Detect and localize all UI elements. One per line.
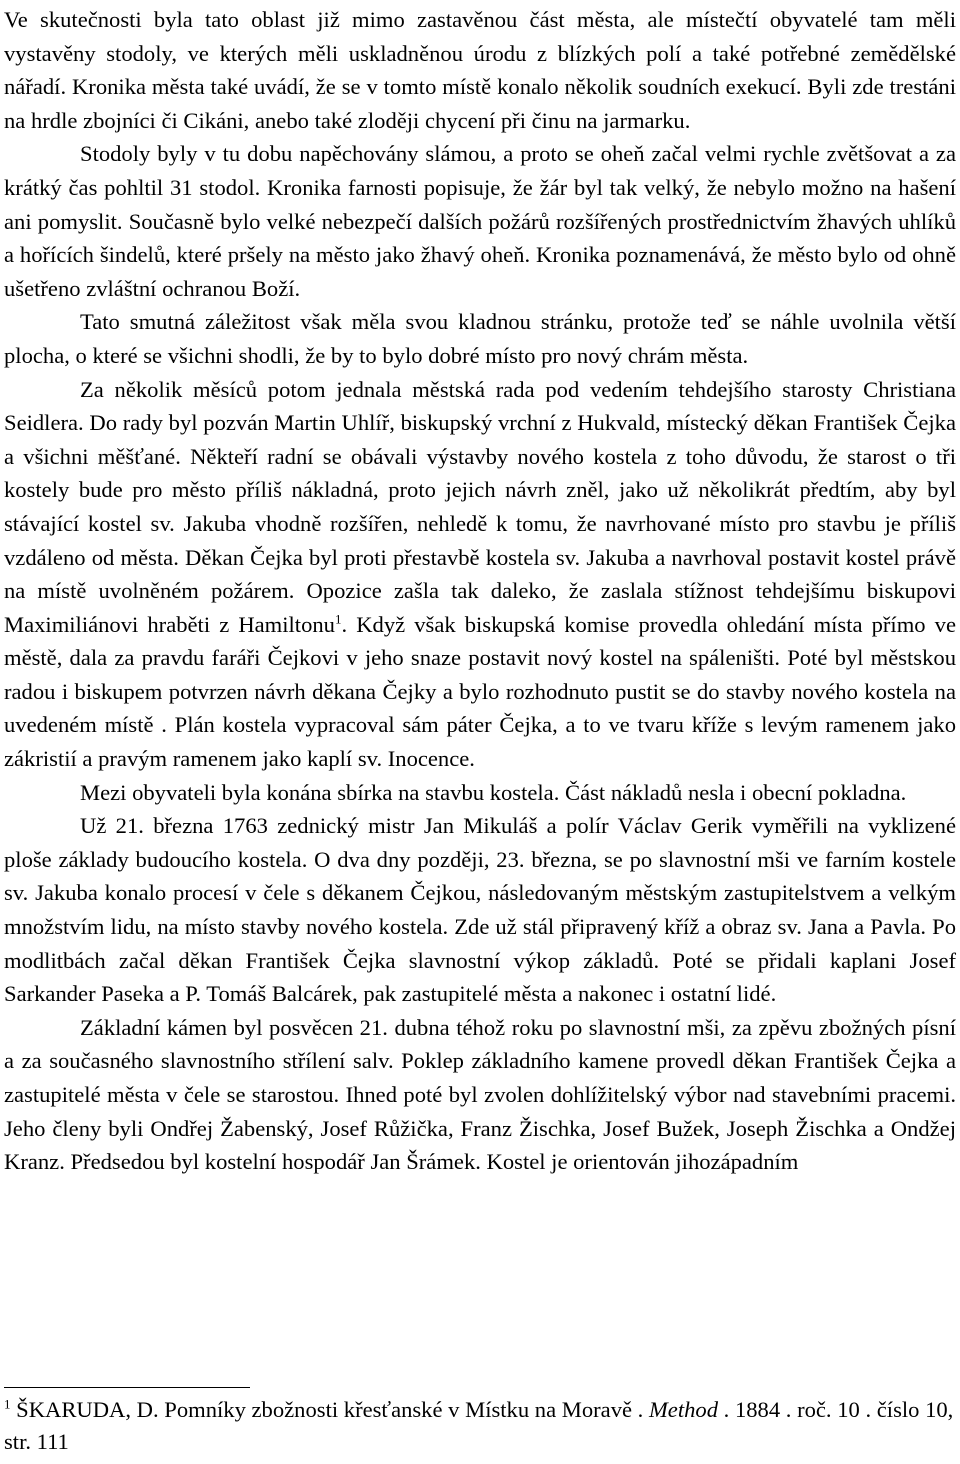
body-text — [4, 0, 956, 1179]
footnote-text-before-italic: ŠKARUDA, D. Pomníky zbožnosti křesťanské v Místku na Moravě . — [10, 1397, 649, 1422]
paragraph-1: Ve skutečnosti byla tato oblast již mimo zastavěnou část města, ale místečtí obyvatelé tam měli vystavěny stodoly, ve kterých měli uskladněnou úrodu z blízkých polí a také potřebné zemědělské nářadí. Kronika města také uvádí, že se v tomto místě konalo několik soudních exekucí. Byli zde trestáni na hrdle zbojníci či Cikáni, anebo také zloději chycení při činu na jarmarku. — [4, 7, 956, 133]
footnote-journal-title: Method — [648, 1397, 718, 1422]
paragraph-3: Tato smutná záležitost však měla svou kladnou stránku, protože teď se náhle uvolnila větší plocha, o které se všichni shodli, že by to bylo dobré místo pro nový chrám města. — [4, 309, 956, 368]
footnote-text-after-italic: . 1884 . roč. 10 . číslo 10, str. 111 — [4, 1397, 954, 1454]
footnote-separator — [4, 1387, 250, 1388]
paragraph-4-text-before-ref: Za několik měsíců potom jednala městská rada pod vedením tehdejšího starosty Christiana Seidlera. Do rady byl pozván Martin Uhlíř, biskupský vrchní z Hukvald, místecký děkan František Čejka a všichni měšťané. Někteří radní se obávali výstavby nového kostela z toho důvodu, že starost o tři kostely bude pro město příliš nákladná, proto jejich návrh zněl, jako už několikrát předtím, aby byl stávající kostel sv. Jakuba vhodně rozšířen, nehledě k tomu, že navrhované místo pro stavbu je příliš vzdáleno od města. Děkan Čejka byl proti přestavbě kostela sv. Jakuba a navrhoval postavit kostel právě na místě uvolněném požárem. Opozice zašla tak daleko, že zaslala stížnost tehdejšímu biskupovi Maximiliánovi hraběti z Hamiltonu — [4, 376, 956, 637]
paragraph-4 — [4, 373, 956, 776]
footnotes — [4, 1387, 956, 1458]
paragraph-5: Mezi obyvateli byla konána sbírka na stavbu kostela. Část nákladů nesla i obecní pokladna. — [80, 779, 907, 805]
footnote-number: 1 — [4, 1396, 11, 1412]
paragraph-6: Už 21. března 1763 zednický mistr Jan Mikuláš a polír Václav Gerik vyměřili na vyklizené ploše základy budoucího kostela. O dva dny později, 23. března, se po slavnostní mši ve farním kostele sv. Jakuba konalo procesí v čele s děkanem Čejkou, následovaným městským zastupitelstvem a velkým množstvím lidu, na místo stavby nového kostela. Zde už stál připravený kříž a obraz sv. Jana a Pavla. Po modlitbách začal děkan František Čejka slavnostní výkop základů. Poté se přidali kaplani Josef Sarkander Paseka a P. Tomáš Balcárek, pak zastupitelé města a nakonec i ostatní lidé. — [4, 813, 956, 1007]
paragraph-7: Základní kámen byl posvěcen 21. dubna téhož roku po slavnostní mši, za zpěvu zbožných písní a za současného slavnostního střílení salv. Poklep základního kamene provedl děkan František Čejka a zastupitelé města v čele se starostou. Ihned poté byl zvolen dohlížitelský výbor nad stavebními pracemi. Jeho členy byli Ondřej Žabenský, Josef Růžička, Franz Žischka, Josef Bužek, Joseph Žischka a Ondžej Kranz. Předsedou byl kostelní hospodář Jan Šrámek. Kostel je orientován jihozápadním — [4, 1014, 956, 1175]
paragraph-4-text-after-ref: . Když však biskupská komise provedla ohledání místa přímo ve městě, dala za pravdu faráři Čejkovi v jeho snaze postavit nový kostel na spáleništi. Poté byl městskou radou i biskupem potvrzen návrh děkana Čejky a bylo rozhodnuto pustit se do stavby nového kostela na uvedeném místě . Plán kostela vypracoval sám páter Čejka, a to ve tvaru kříže s levým ramenem jako zákristií a pravým ramenem jako kaplí sv. Inocence. — [4, 611, 956, 772]
footnote-reference: 1 — [334, 611, 342, 627]
paragraph-2: Stodoly byly v tu dobu napěchovány slámou, a proto se oheň začal velmi rychle zvětšovat a za krátký čas pohltil 31 stodol. Kronika farnosti popisuje, že žár byl tak velký, že nebylo možno na hašení ani pomyslit. Současně bylo velké nebezpečí dalších požárů rozšířených prostřednictvím žhavých uhlíků a hořících šindelů, které pršely na město jako žhavý oheň. Kronika poznamenává, že město bylo od ohně ušetřeno zvláštní ochranou Boží. — [4, 141, 956, 301]
footnote-1 — [4, 1394, 956, 1458]
